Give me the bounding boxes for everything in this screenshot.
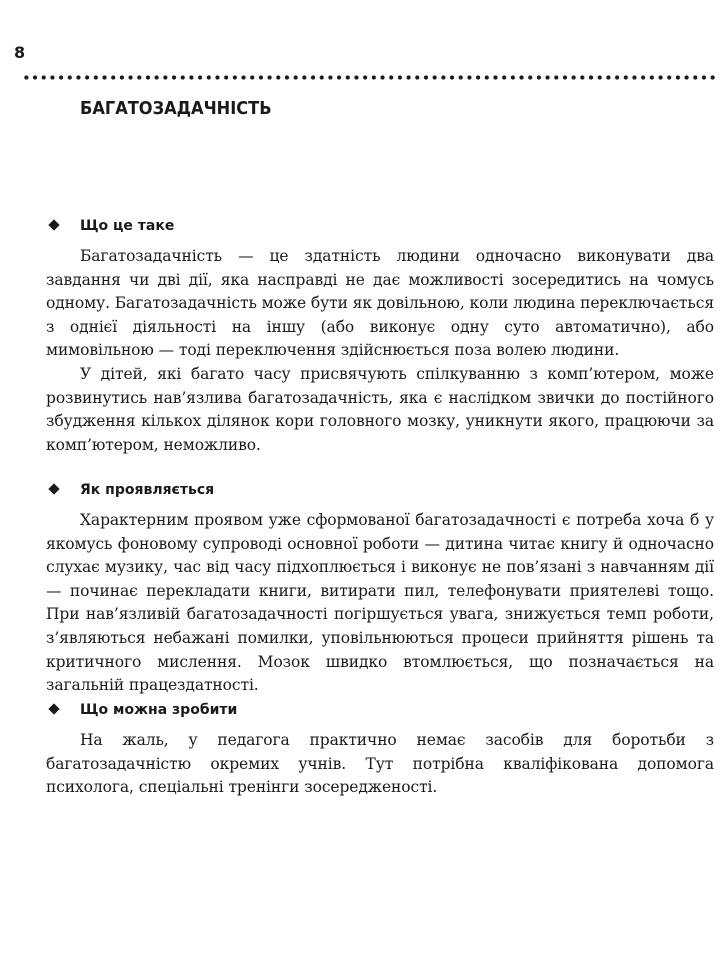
section-what-it-is — [46, 216, 714, 457]
section-how-it-manifests — [46, 480, 714, 698]
section-heading-text: Що це таке — [80, 218, 175, 234]
paragraph: Характерним проявом уже сформованої багатозадачності є потреба хоча б у якомусь фоновому супроводі основної роботи — дитина читає книгу й одночасно слухає музику, час від часу підхоплюється і виконує не пов’язані з навчанням дії — починає перекладати книги, витирати пил, телефонувати приятелеві тощо. При нав’язливій багатозадачності погіршується увага, знижується темп роботи, з’являються небажані помилки, уповільнюються процеси прийняття рішень та критичного мислення. Мозок швидко втомлюється, що позначається на загальній працездатності. — [46, 511, 714, 695]
section-body — [46, 509, 714, 698]
section-heading-text: Що можна зробити — [80, 702, 238, 718]
paragraph: У дітей, які багато часу присвячують спілкуванню з комп’ютером, може розвинутись нав’язлива багатозадачність, яка є наслідком звички до постійного збудження кількох ділянок кори головного мозку, уникнути якого, працюючи за комп’ютером, неможливо. — [46, 364, 714, 454]
page-title: БАГАТОЗАДАЧНІСТЬ — [80, 98, 272, 119]
section-heading-text: Як проявляється — [80, 482, 215, 498]
section-heading — [46, 216, 714, 238]
dotted-divider — [22, 75, 716, 80]
paragraph: На жаль, у педагога практично немає засобів для боротьби з багатозадачністю окремих учнів. Тут потрібна кваліфікована допомога психолога, спеціальні тренінги зосередженості. — [46, 731, 714, 797]
diamond-bullet-icon — [48, 483, 59, 494]
page-number: 8 — [14, 43, 26, 62]
section-heading — [46, 700, 714, 722]
section-heading — [46, 480, 714, 502]
paragraph: Багатозадачність — це здатність людини одночасно виконувати два завдання чи дві дії, яка насправді не дає можливості зосередитись на чомусь одному. Багатозадачність може бути як довільною, коли людина переключається з однієї діяльності на іншу (або виконує одну суто автоматично), або мимовільною — тоді переключення здійснюється поза волею людини. — [46, 247, 714, 360]
diamond-bullet-icon — [48, 703, 59, 714]
section-body — [46, 729, 714, 800]
diamond-bullet-icon — [48, 219, 59, 230]
section-body — [46, 245, 714, 457]
section-what-can-be-done — [46, 700, 714, 800]
